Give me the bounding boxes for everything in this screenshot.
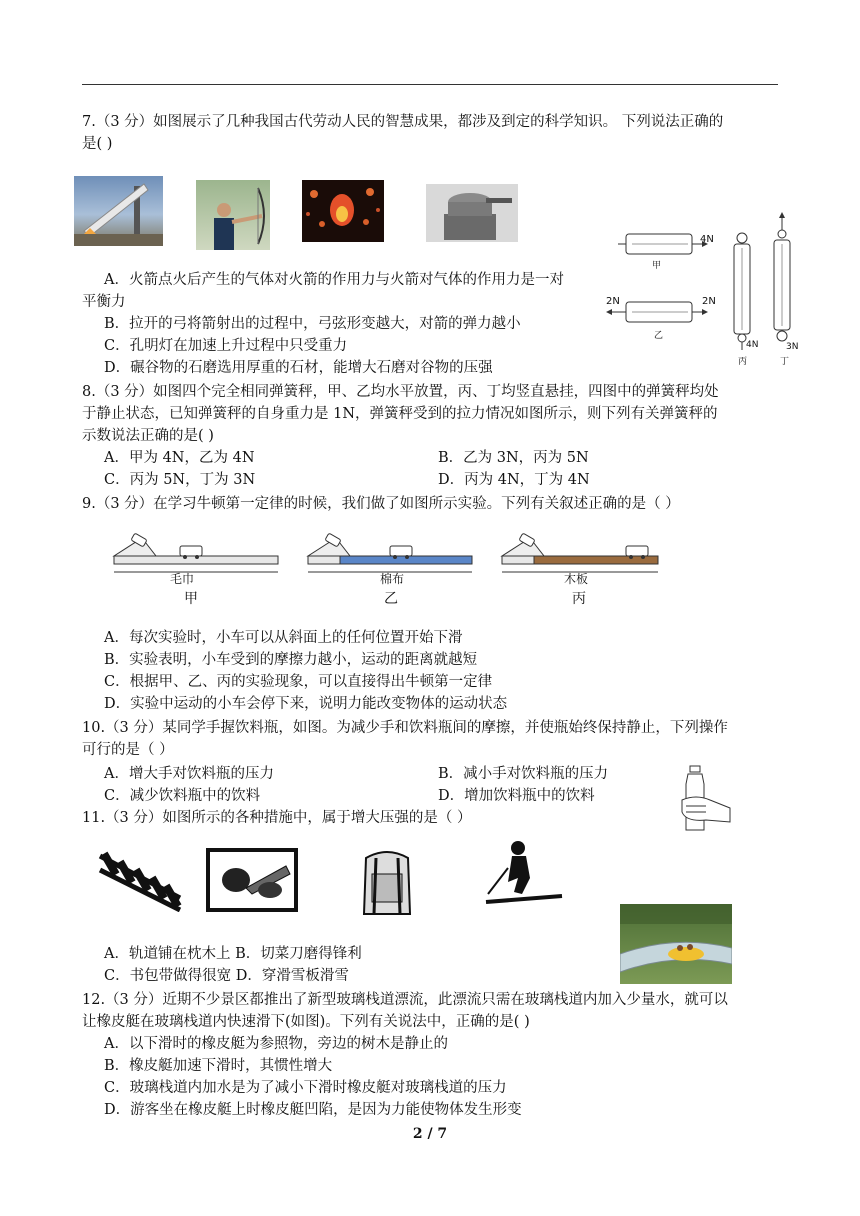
q12-stem-line1: 12.（3 分）近期不少景区都推出了新型玻璃栈道漂流，此漂流只需在玻璃栈道内加入少量水，就可以 <box>82 992 728 1008</box>
knife-sharpening-illustration <box>206 848 298 912</box>
q9-option-d: D．实验中运动的小车会停下来，说明力能改变物体的运动状态 <box>104 696 508 712</box>
q7-option-c: C．孔明灯在加速上升过程中只受重力 <box>104 338 348 354</box>
school-backpack-illustration <box>354 844 420 920</box>
q12-option-a: A．以下滑时的橡皮艇为参照物，旁边的树木是静止的 <box>104 1036 448 1052</box>
stone-mill-photo <box>426 184 518 242</box>
q10-stem-line1: 10.（3 分）某同学手握饮料瓶，如图。为减少手和饮料瓶间的摩擦，并使瓶始终保持静止，下列操作 <box>82 720 728 736</box>
spring-scale-figure <box>602 208 802 368</box>
q7-option-b: B．拉开的弓将箭射出的过程中，弓弦形变越大，对箭的弹力越小 <box>104 316 521 332</box>
skier-illustration <box>478 838 566 910</box>
friction-figure-cotton <box>304 526 474 610</box>
spring-yi-label: 乙 <box>654 331 664 341</box>
friction-figure-towel <box>110 526 280 610</box>
fig-jia-label: 甲 <box>184 591 198 607</box>
q10-option-c: C．减少饮料瓶中的饮料 <box>104 788 261 804</box>
spring-ding-force: 3N <box>786 342 799 352</box>
spring-ding-label: 丁 <box>780 357 790 367</box>
q8-stem-line2: 于静止状态，已知弹簧秤的自身重力是 1N，弹簧秤受到的拉力情况如图所示，则下列有关弹簧秤的 <box>82 406 718 422</box>
q11-stem: 11.（3 分）如图所示的各种措施中，属于增大压强的是（ ） <box>82 810 472 826</box>
q11-options-ab: A．轨道铺在枕木上 B．切菜刀磨得锋利 <box>104 946 362 962</box>
q9-option-a: A．每次实验时，小车可以从斜面上的任何位置开始下滑 <box>104 630 463 646</box>
hand-holding-bottle-illustration <box>676 764 734 834</box>
q8-option-d: D．丙为 4N，丁为 4N <box>438 472 590 488</box>
towel-label: 毛巾 <box>170 572 195 586</box>
q11-options-cd: C．书包带做得很宽 D．穿滑雪板滑雪 <box>104 968 349 984</box>
spring-yi-right-force: 2N <box>702 296 716 307</box>
q9-option-b: B．实验表明，小车受到的摩擦力越小，运动的距离就越短 <box>104 652 478 668</box>
header-rule <box>82 84 778 85</box>
spring-jia-label: 甲 <box>652 261 662 271</box>
q9-option-c: C．根据甲、乙、丙的实验现象，可以直接得出牛顿第一定律 <box>104 674 493 690</box>
archer-photo <box>196 180 270 250</box>
q10-option-b: B．减小手对饮料瓶的压力 <box>438 766 609 782</box>
q7-option-d: D．碾谷物的石磨选用厚重的石材，能增大石磨对谷物的压强 <box>104 360 493 376</box>
q7-stem-line1: 7.（3 分）如图展示了几种我国古代劳动人民的智慧成果，都涉及到定的科学知识。 下列说法正确的 <box>82 114 724 130</box>
q12-option-b: B．橡皮艇加速下滑时，其惯性增大 <box>104 1058 333 1074</box>
q12-option-d: D．游客坐在橡皮艇上时橡皮艇凹陷，是因为力能使物体发生形变 <box>104 1102 522 1118</box>
q12-stem-line2: 让橡皮艇在玻璃栈道内快速滑下(如图)。下列有关说法中，正确的是( ) <box>82 1014 530 1030</box>
q12-option-c: C．玻璃栈道内加水是为了减小下滑时橡皮艇对玻璃栈道的压力 <box>104 1080 507 1096</box>
friction-figure-board <box>498 526 668 610</box>
q7-option-a-line2: 平衡力 <box>82 294 126 310</box>
fig-bing-label: 丙 <box>572 591 586 607</box>
q10-option-a: A．增大手对饮料瓶的压力 <box>104 766 274 782</box>
board-label: 木板 <box>564 572 589 586</box>
q7-option-a-line1: A．火箭点火后产生的气体对火箭的作用力与火箭对气体的作用力是一对 <box>104 272 564 288</box>
spring-bing-label: 丙 <box>738 357 748 367</box>
q10-stem-line2: 可行的是（ ） <box>82 742 174 758</box>
glass-slide-rafting-photo <box>620 904 732 984</box>
q8-option-a: A．甲为 4N，乙为 4N <box>104 450 255 466</box>
spring-bing-force: 4N <box>746 340 759 350</box>
railroad-ties-illustration <box>96 848 184 912</box>
q8-option-b: B．乙为 3N，丙为 5N <box>438 450 589 466</box>
spring-jia-force: 4N <box>700 234 714 245</box>
cotton-label: 棉布 <box>380 572 405 586</box>
q7-stem-line2: 是( ) <box>82 136 113 152</box>
page-number: 2 / 7 <box>412 1126 448 1142</box>
q10-option-d: D．增加饮料瓶中的饮料 <box>438 788 595 804</box>
q8-stem-line1: 8.（3 分）如图四个完全相同弹簧秤，甲、乙均水平放置，丙、丁均竖直悬挂，四图中的弹簧秤均处 <box>82 384 719 400</box>
q8-stem-line3: 示数说法正确的是( ) <box>82 428 214 444</box>
sky-lantern-photo <box>302 180 384 242</box>
fig-yi-label: 乙 <box>384 591 398 607</box>
rocket-launch-photo <box>74 176 163 246</box>
q9-stem: 9.（3 分）在学习牛顿第一定律的时候，我们做了如图所示实验。下列有关叙述正确的是（ ） <box>82 496 680 512</box>
q8-option-c: C．丙为 5N，丁为 3N <box>104 472 256 488</box>
spring-yi-left-force: 2N <box>606 296 620 307</box>
